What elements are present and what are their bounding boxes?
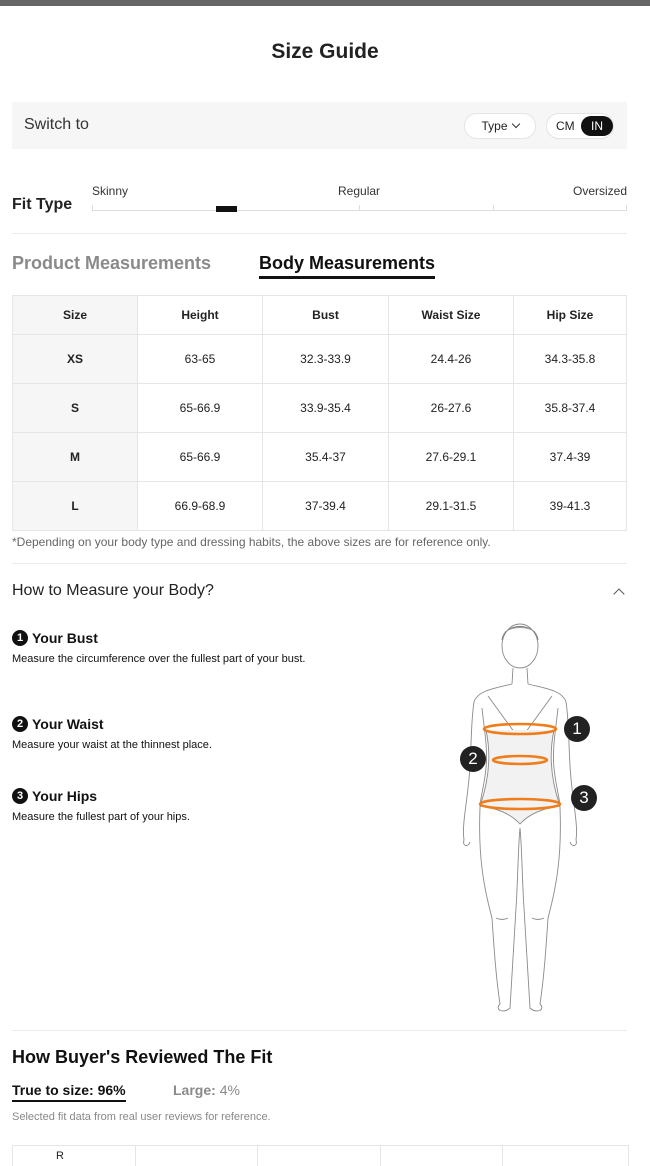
table-cell: 63-65 [138,335,263,384]
unit-switch-bar [12,102,627,149]
table-cell: 39-41.3 [514,482,627,531]
unit-cm-option[interactable]: CM [556,119,575,133]
table-row [13,433,627,482]
number-3-icon: 3 [12,788,28,804]
tab-large[interactable] [173,1082,240,1098]
table-cell: 27.6-29.1 [389,433,514,482]
measure-heading[interactable]: How to Measure your Body? [12,582,214,599]
step-description: Measure the fullest part of your hips. [12,811,190,823]
fit-option-regular: Regular [338,184,381,198]
header-height: Height [138,296,263,335]
body-figure-illustration [458,618,600,1018]
active-tab-underline [12,1100,126,1102]
reviews-note: Selected fit data from real user reviews for reference. [12,1111,271,1123]
table-cell: 32.3-33.9 [263,335,389,384]
table-cell: 65-66.9 [138,384,263,433]
step-title-text: Your Bust [32,630,98,646]
table-cell [257,1146,258,1166]
table-cell: 24.4-26 [389,335,514,384]
number-1-icon: 1 [12,630,28,646]
chevron-down-icon [511,120,519,128]
divider [12,233,627,234]
fit-type-label: Fit Type [12,196,73,213]
tab-product-measurements[interactable]: Product Measurements [12,253,212,273]
step-waist [12,716,332,752]
table-cell: 29.1-31.5 [389,482,514,531]
table-cell [502,1146,503,1166]
page-title: Size Guide [271,40,379,63]
step-title-text: Your Hips [32,788,98,804]
unit-toggle[interactable] [546,113,614,139]
table-cell [135,1146,136,1166]
number-2-icon: 2 [12,716,28,732]
switch-label: Switch to [24,116,89,133]
table-cell: 33.9-35.4 [263,384,389,433]
fit-option-oversized: Oversized [573,184,628,198]
large-value: 4% [219,1082,240,1098]
header-waist: Waist Size [389,296,514,335]
table-row [13,384,627,433]
tab-body-measurements[interactable]: Body Measurements [259,253,436,273]
table-cell: 37-39.4 [263,482,389,531]
header-bust: Bust [263,296,389,335]
active-tab-underline [259,276,435,279]
step-description: Measure the circumference over the fullest part of your bust. [12,653,306,665]
hips-badge: 3 [571,785,597,811]
size-table [12,295,627,531]
table-cell [380,1146,381,1166]
step-title [12,788,332,804]
divider [12,563,627,564]
header-size: Size [13,296,138,335]
size-cell: XS [13,335,138,384]
step-title [12,630,332,646]
table-row [13,335,627,384]
size-cell: S [13,384,138,433]
fit-tick [493,205,494,211]
table-header-row [13,296,627,335]
fit-marker [216,206,237,212]
chevron-up-icon[interactable] [613,588,624,599]
bust-badge: 1 [564,716,590,742]
fit-option-skinny: Skinny [92,184,129,198]
tab-true-to-size[interactable]: True to size: 96% [12,1082,126,1098]
fit-tick [92,205,93,211]
type-dropdown-label: Type [481,119,508,133]
table-cell: 35.4-37 [263,433,389,482]
reviews-table [12,1145,629,1166]
table-cell: 34.3-35.8 [514,335,627,384]
waist-badge: 2 [460,746,486,772]
top-bar [0,0,650,6]
table-cell: 37.4-39 [514,433,627,482]
step-description: Measure your waist at the thinnest place. [12,739,212,751]
step-title [12,716,332,732]
divider [12,1030,627,1031]
type-dropdown[interactable] [464,113,536,139]
table-cell: 65-66.9 [138,433,263,482]
step-title-text: Your Waist [32,716,104,732]
table-cell: 66.9-68.9 [138,482,263,531]
step-bust [12,630,332,666]
reviews-table-header: R [56,1150,64,1162]
table-cell: 26-27.6 [389,384,514,433]
table-cell: 35.8-37.4 [514,384,627,433]
reference-note: *Depending on your body type and dressing habits, the above sizes are for reference only. [12,535,491,549]
unit-in-option[interactable]: IN [581,116,613,136]
fit-tick [359,205,360,211]
header-hip: Hip Size [514,296,627,335]
size-cell: L [13,482,138,531]
size-cell: M [13,433,138,482]
reviews-title: How Buyer's Reviewed The Fit [12,1047,273,1067]
fit-tick [626,205,627,211]
step-hips [12,788,332,824]
large-label: Large: [173,1082,216,1098]
table-row [13,482,627,531]
